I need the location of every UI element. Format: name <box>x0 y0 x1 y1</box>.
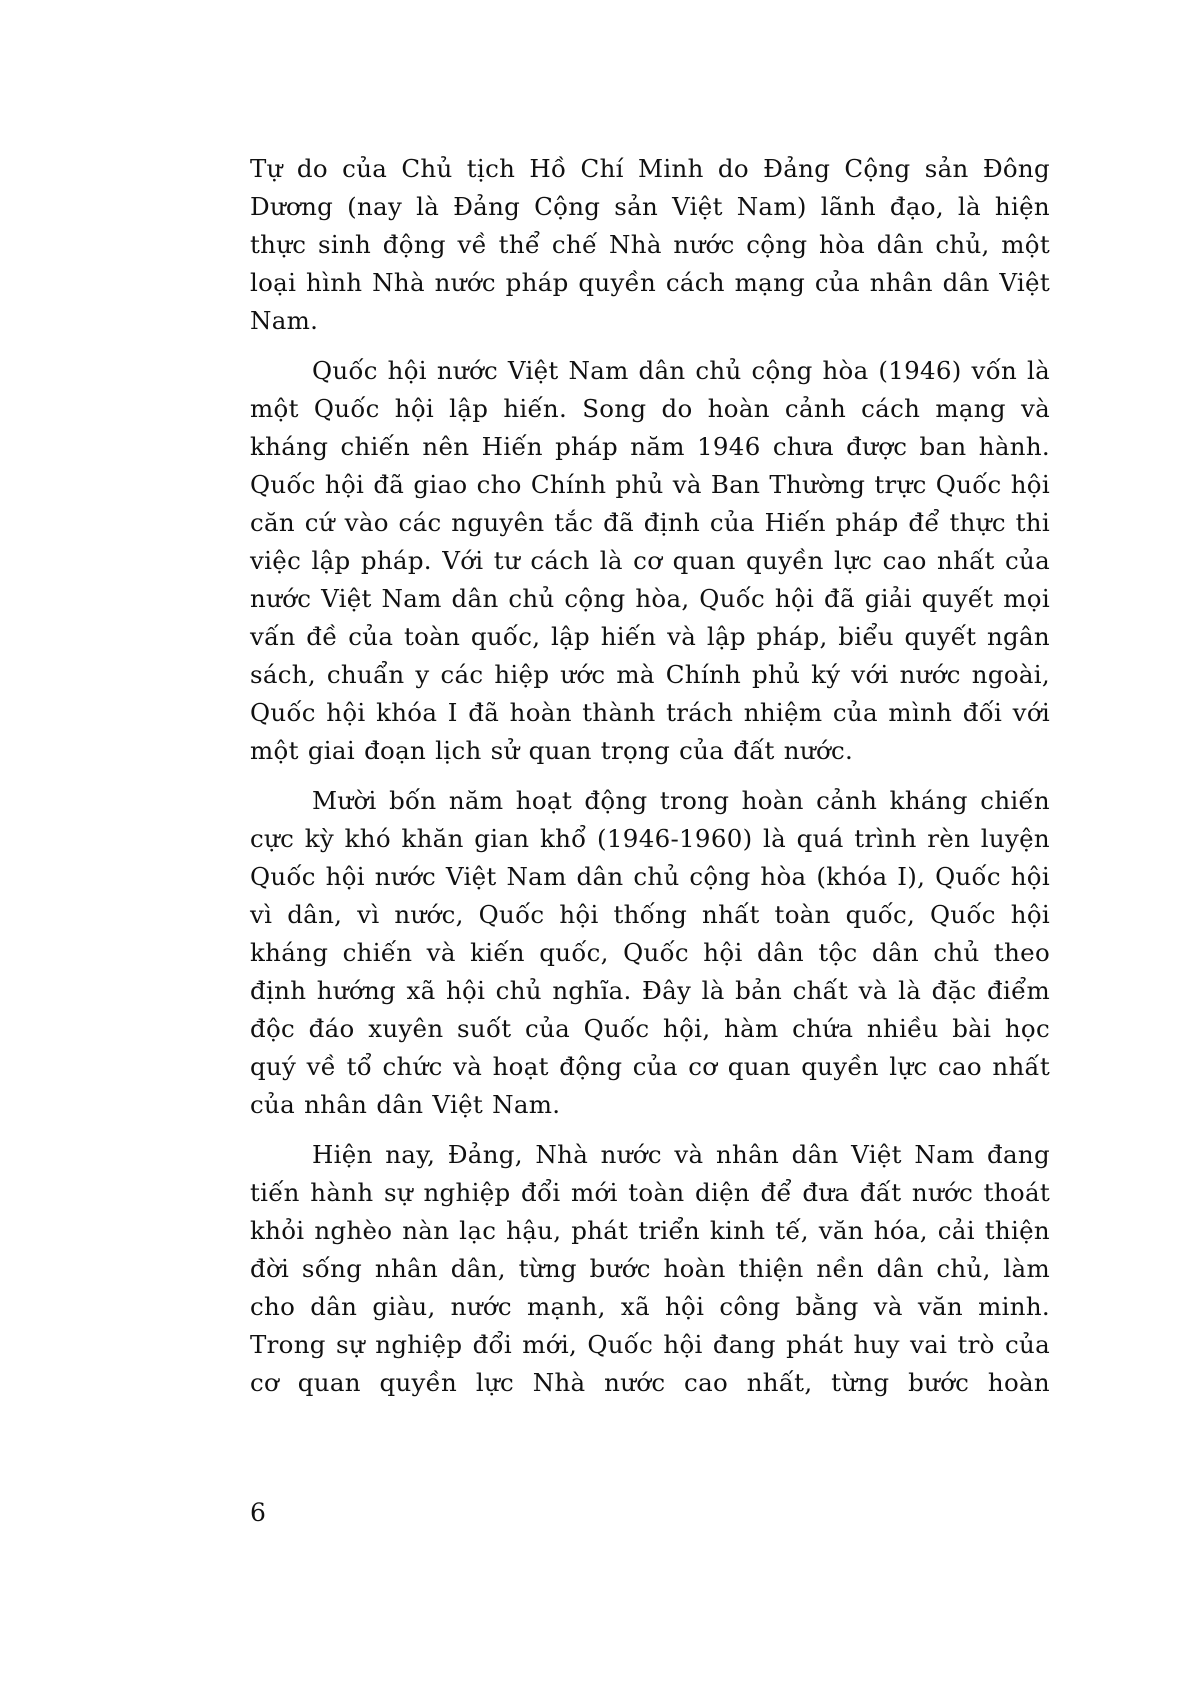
paragraph-4: Hiện nay, Đảng, Nhà nước và nhân dân Việt Nam đang tiến hành sự nghiệp đổi mới toàn diện để đưa đất nước thoát khỏi nghèo nàn lạc hậu, phát triển kinh tế, văn hóa, cải thiện đời sống nhân dân, từng bước hoàn thiện nền dân chủ, làm cho dân giàu, nước mạnh, xã hội công bằng và văn minh. Trong sự nghiệp đổi mới, Quốc hội đang phát huy vai trò của cơ quan quyền lực Nhà nước cao nhất, từng bước hoàn <box>250 1140 1050 1397</box>
paragraph-1: Tự do của Chủ tịch Hồ Chí Minh do Đảng Cộng sản Đông Dương (nay là Đảng Cộng sản Việt Nam) lãnh đạo, là hiện thực sinh động về thể chế Nhà nước cộng hòa dân chủ, một loại hình Nhà nước pháp quyền cách mạng của nhân dân Việt Nam. <box>250 154 1050 335</box>
paragraph-2: Quốc hội nước Việt Nam dân chủ cộng hòa (1946) vốn là một Quốc hội lập hiến. Song do hoàn cảnh cách mạng và kháng chiến nên Hiến pháp năm 1946 chưa được ban hành. Quốc hội đã giao cho Chính phủ và Ban Thường trực Quốc hội căn cứ vào các nguyên tắc đã định của Hiến pháp để thực thi việc lập pháp. Với tư cách là cơ quan quyền lực cao nhất của nước Việt Nam dân chủ cộng hòa, Quốc hội đã giải quyết mọi vấn đề của toàn quốc, lập hiến và lập pháp, biểu quyết ngân sách, chuẩn y các hiệp ước mà Chính phủ ký với nước ngoài, Quốc hội khóa I đã hoàn thành trách nhiệm của mình đối với một giai đoạn lịch sử quan trọng của đất nước. <box>250 356 1050 765</box>
page-number: 6 <box>250 1498 266 1527</box>
paragraph-3: Mười bốn năm hoạt động trong hoàn cảnh kháng chiến cực kỳ khó khăn gian khổ (1946-1960) là quá trình rèn luyện Quốc hội nước Việt Nam dân chủ cộng hòa (khóa I), Quốc hội vì dân, vì nước, Quốc hội thống nhất toàn quốc, Quốc hội kháng chiến và kiến quốc, Quốc hội dân tộc dân chủ theo định hướng xã hội chủ nghĩa. Đây là bản chất và là đặc điểm độc đáo xuyên suốt của Quốc hội, hàm chứa nhiều bài học quý về tổ chức và hoạt động của cơ quan quyền lực cao nhất của nhân dân Việt Nam. <box>250 786 1050 1119</box>
document-page <box>250 150 1050 1550</box>
